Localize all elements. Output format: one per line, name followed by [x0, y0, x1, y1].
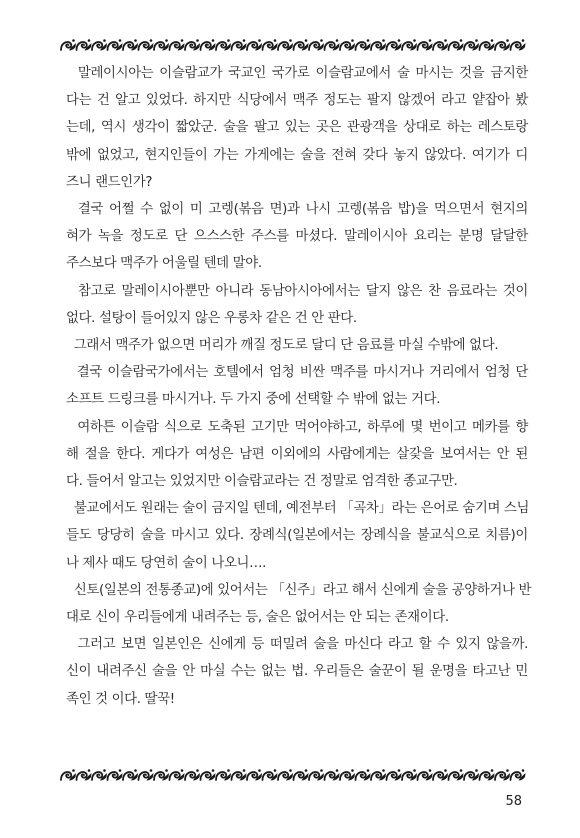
- wave-motif: [170, 39, 185, 50]
- wave-motif: [263, 39, 278, 50]
- wave-motif: [495, 39, 510, 50]
- wave-motif: [232, 769, 247, 780]
- wave-motif: [480, 39, 495, 50]
- wave-motif: [325, 39, 340, 50]
- wave-motif: [278, 39, 293, 50]
- wave-motif: [123, 769, 138, 780]
- wave-motif: [464, 769, 479, 780]
- wave-motif: [495, 769, 510, 780]
- text-line: 말레이시아는 이슬람교가 국교인 국가로 이슬람교에서 술 마시는 것을 금지한: [66, 66, 528, 81]
- wave-motif: [511, 769, 526, 780]
- paragraph: [66, 495, 528, 577]
- text-line: 여하튼 이슬람 식으로 도축된 고기만 먹어야하고, 하루에 몇 번이고 메카를 향: [66, 419, 528, 435]
- wave-motif: [139, 769, 154, 780]
- bottom-ornament-border: [60, 768, 526, 782]
- text-line: 들도 당당히 술을 마시고 있다. 장례식(일본에서는 장례식을 불교식으로 치름)이: [66, 528, 528, 544]
- wave-motif: [418, 769, 433, 780]
- wave-motif: [278, 769, 293, 780]
- wave-motif: [402, 769, 417, 780]
- paragraph: [66, 60, 528, 196]
- wave-motif: [449, 769, 464, 780]
- wave-motif: [77, 769, 92, 780]
- wave-motif: [356, 39, 371, 50]
- text-line: 밖에 없었고, 현지인들이 가는 가게에는 술을 전혀 갖다 놓지 않았다. 여기가 디: [66, 147, 528, 163]
- wave-motif: [387, 39, 402, 50]
- text-line: 족인 것 이다. 딸꾹!: [66, 691, 175, 707]
- wave-motif: [108, 39, 123, 50]
- wave-motif: [201, 39, 216, 50]
- wave-motif: [340, 769, 355, 780]
- wave-motif: [464, 39, 479, 50]
- text-line: 나 제사 때도 당연히 술이 나오니….: [66, 555, 267, 571]
- wave-motif: [216, 39, 231, 50]
- wave-motif: [154, 39, 169, 50]
- text-line: 그러고 보면 일본인은 신에게 등 떠밀려 술을 마신다 라고 할 수 있지 않을까.: [66, 637, 528, 653]
- wave-motif: [247, 39, 262, 50]
- wave-motif: [247, 769, 262, 780]
- text-line: 참고로 말레이시아뿐만 아니라 동남아시아에서는 달지 않은 찬 음료라는 것이: [66, 283, 528, 299]
- page-number: 58: [505, 794, 522, 809]
- wave-motif: [433, 39, 448, 50]
- wave-motif: [61, 769, 76, 780]
- wave-motif: [449, 39, 464, 50]
- wave-pattern-icon: [60, 768, 526, 782]
- text-line: 다는 건 알고 있었다. 하지만 식당에서 맥주 정도는 팔지 않겠어 라고 얕잡아 봤: [66, 93, 528, 109]
- wave-motif: [185, 769, 200, 780]
- wave-motif: [139, 39, 154, 50]
- wave-motif: [402, 39, 417, 50]
- text-line: 결국 이슬람국가에서는 호텔에서 엄청 비싼 맥주를 마시거나 거리에서 엄청 단: [66, 365, 528, 381]
- wave-motif: [92, 769, 107, 780]
- paragraph: [66, 196, 528, 278]
- wave-motif: [294, 769, 309, 780]
- wave-motif: [201, 769, 216, 780]
- text-line: 불교에서도 원래는 술이 금지일 텐데, 예전부터 「곡차」라는 은어로 숨기며 스님: [66, 501, 530, 517]
- wave-motif: [356, 769, 371, 780]
- body-text: [66, 60, 532, 713]
- wave-motif: [371, 39, 386, 50]
- text-line: 즈니 랜드인가?: [66, 174, 153, 190]
- wave-motif: [185, 39, 200, 50]
- wave-motif: [325, 769, 340, 780]
- text-line: 대로 신이 우리들에게 내려주는 등, 술은 없어서는 안 되는 존재이다.: [66, 610, 449, 626]
- text-line: 없다. 설탕이 들어있지 않은 우롱차 같은 건 안 판다.: [66, 310, 357, 326]
- wave-motif: [108, 769, 123, 780]
- paragraph: [66, 359, 528, 413]
- paragraph: [66, 414, 528, 496]
- wave-motif: [92, 39, 107, 50]
- text-line: 신토(일본의 전통종교)에 있어서는 「신주」라고 해서 신에게 술을 공양하거나 반: [66, 582, 532, 598]
- wave-motif: [123, 39, 138, 50]
- text-line: 다. 들어서 알고는 있었지만 이슬람교라는 건 정말로 엄격한 종교구만.: [66, 474, 458, 490]
- wave-motif: [309, 39, 324, 50]
- wave-motif: [371, 769, 386, 780]
- wave-motif: [511, 39, 526, 50]
- wave-motif: [170, 769, 185, 780]
- paragraph: [66, 278, 528, 332]
- paragraph: [66, 332, 528, 359]
- text-line: 결국 어쩔 수 없이 미 고렝(볶음 면)과 나시 고렝(볶음 밥)을 먹으면서 현지의: [66, 202, 528, 218]
- wave-motif: [216, 769, 231, 780]
- wave-pattern-icon: [60, 38, 526, 52]
- text-line: 주스보다 맥주가 어울릴 텐데 말야.: [66, 256, 262, 272]
- wave-motif: [340, 39, 355, 50]
- wave-motif: [61, 39, 76, 50]
- top-ornament-border: [60, 38, 526, 52]
- paragraph: [66, 577, 532, 631]
- wave-motif: [154, 769, 169, 780]
- text-line: 그래서 맥주가 없으면 머리가 깨질 정도로 달디 단 음료를 마실 수밖에 없다.: [66, 338, 499, 354]
- wave-motif: [387, 769, 402, 780]
- wave-motif: [309, 769, 324, 780]
- text-line: 소프트 드링크를 마시거나. 두 가지 중에 선택할 수 밖에 없는 거다.: [66, 392, 441, 408]
- text-line: 해 절을 한다. 게다가 여성은 남편 이외에의 사람에게는 살갗을 보여서는 안 된: [66, 446, 528, 462]
- wave-motif: [418, 39, 433, 50]
- wave-motif: [480, 769, 495, 780]
- paragraph: [66, 631, 528, 713]
- text-line: 신이 내려주신 술을 안 마실 수는 없는 법. 우리들은 술꾼이 될 운명을 타고난 민: [66, 664, 528, 680]
- wave-motif: [263, 769, 278, 780]
- wave-motif: [294, 39, 309, 50]
- text-line: 는데, 역시 생각이 짧았군. 술을 팔고 있는 곳은 관광객을 상대로 하는 레스토랑: [66, 120, 528, 136]
- text-line: 혀가 녹을 정도로 단 으스스한 주스를 마셨다. 말레이시아 요리는 분명 달달한: [66, 229, 528, 245]
- wave-motif: [433, 769, 448, 780]
- wave-motif: [232, 39, 247, 50]
- wave-motif: [77, 39, 92, 50]
